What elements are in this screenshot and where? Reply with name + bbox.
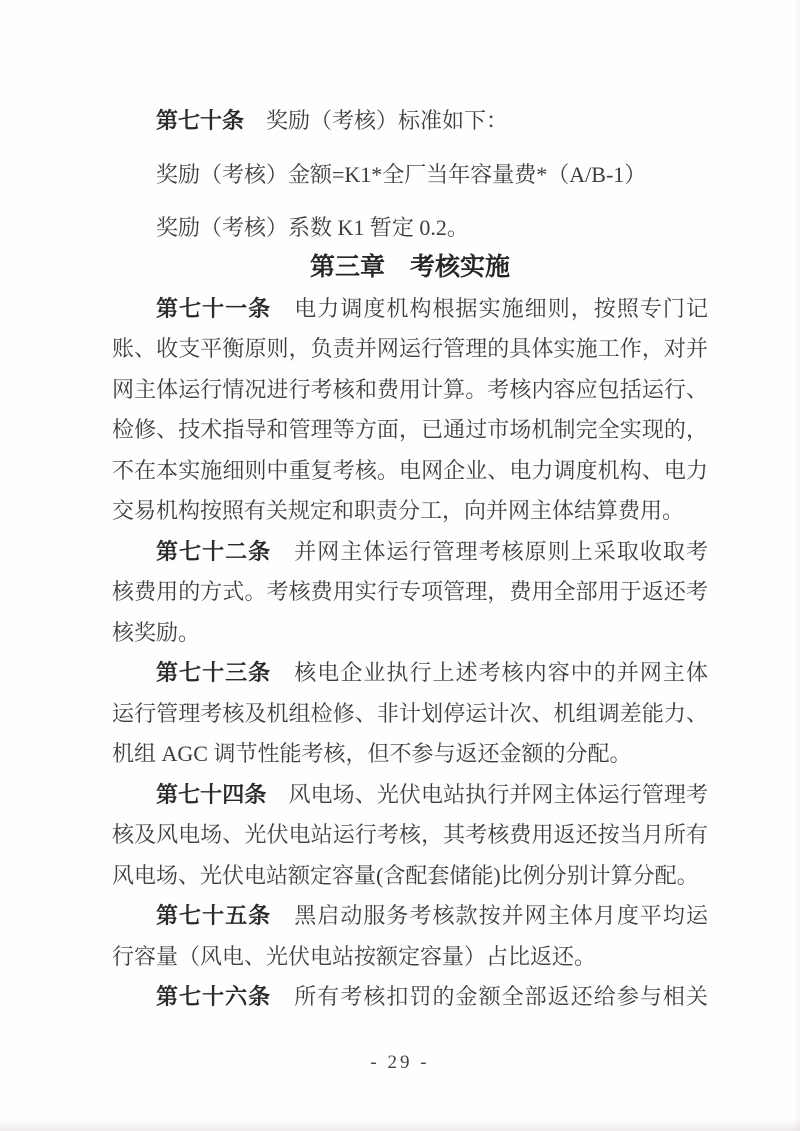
article-paragraph bbox=[112, 532, 708, 654]
text-line: 奖励（考核）金额=K1*全厂当年容量费*（A/B-1） bbox=[156, 161, 647, 187]
text-line: 运行管理考核及机组检修、非计划停运计次、机组调差能力、 bbox=[112, 700, 708, 726]
text-line: 核及风电场、光伏电站运行考核，其考核费用返还按当月所有 bbox=[112, 822, 708, 847]
text-line: 第七十五条 黑启动服务考核款按并网主体月度平均运 bbox=[156, 903, 708, 928]
text-line: 账、收支平衡原则，负责并网运行管理的具体实施工作，对并 bbox=[112, 336, 708, 361]
article-number: 第七十三条 bbox=[156, 660, 272, 685]
text-line: 第七十四条 风电场、光伏电站执行并网主体运行管理考 bbox=[156, 781, 708, 807]
article-paragraph bbox=[112, 977, 708, 1018]
article-number: 第七十五条 bbox=[156, 903, 272, 928]
chapter-heading: 第三章 考核实施 bbox=[309, 253, 510, 281]
text-line: 第七十一条 电力调度机构根据实施细则，按照专门记 bbox=[156, 295, 708, 321]
text-line: 奖励（考核）系数 K1 暂定 0.2。 bbox=[156, 215, 469, 240]
text-line: 行容量（风电、光伏电站按额定容量）占比返还。 bbox=[112, 943, 597, 969]
text-line: 检修、技术指导和管理等方面，已通过市场机制完全实现的， bbox=[112, 417, 708, 442]
scan-artifact-right bbox=[794, 0, 800, 1131]
text-line: 第七十三条 核电企业执行上述考核内容中的并网主体 bbox=[156, 660, 708, 685]
text-line: 网主体运行情况进行考核和费用计算。考核内容应包括运行、 bbox=[112, 376, 708, 402]
text-line: 核奖励。 bbox=[112, 619, 201, 645]
article-paragraph bbox=[112, 775, 708, 897]
text-line: 风电场、光伏电站额定容量(含配套储能)比例分别计算分配。 bbox=[112, 862, 699, 888]
text-line: 核费用的方式。考核费用实行专项管理，费用全部用于返还考 bbox=[112, 579, 708, 604]
article-paragraph bbox=[112, 896, 708, 977]
page-number: - 29 - bbox=[370, 1052, 430, 1073]
article-number: 第七十四条 bbox=[156, 781, 267, 807]
article-paragraph bbox=[112, 653, 708, 775]
text-line: 第七十六条 所有考核扣罚的金额全部返还给参与相关 bbox=[156, 984, 708, 1009]
scan-artifact-bottom bbox=[0, 1119, 800, 1131]
article-number: 第七十条 bbox=[156, 108, 245, 133]
chapter-heading-block bbox=[112, 253, 708, 283]
text-line: 不在本实施细则中重复考核。电网企业、电力调度机构、电力 bbox=[112, 457, 708, 483]
article-number: 第七十六条 bbox=[156, 984, 272, 1009]
article-number: 第七十二条 bbox=[156, 538, 272, 564]
article-paragraph bbox=[112, 94, 708, 255]
text-line: 机组 AGC 调节性能考核，但不参与返还金额的分配。 bbox=[112, 741, 632, 766]
text-line: 交易机构按照有关规定和职责分工，向并网主体结算费用。 bbox=[112, 498, 685, 523]
text-line: 第七十条 奖励（考核）标准如下： bbox=[156, 108, 509, 133]
document-content bbox=[112, 94, 708, 1018]
article-paragraph bbox=[112, 289, 708, 532]
text-line: 第七十二条 并网主体运行管理考核原则上采取收取考 bbox=[156, 538, 708, 564]
article-number: 第七十一条 bbox=[156, 295, 272, 321]
